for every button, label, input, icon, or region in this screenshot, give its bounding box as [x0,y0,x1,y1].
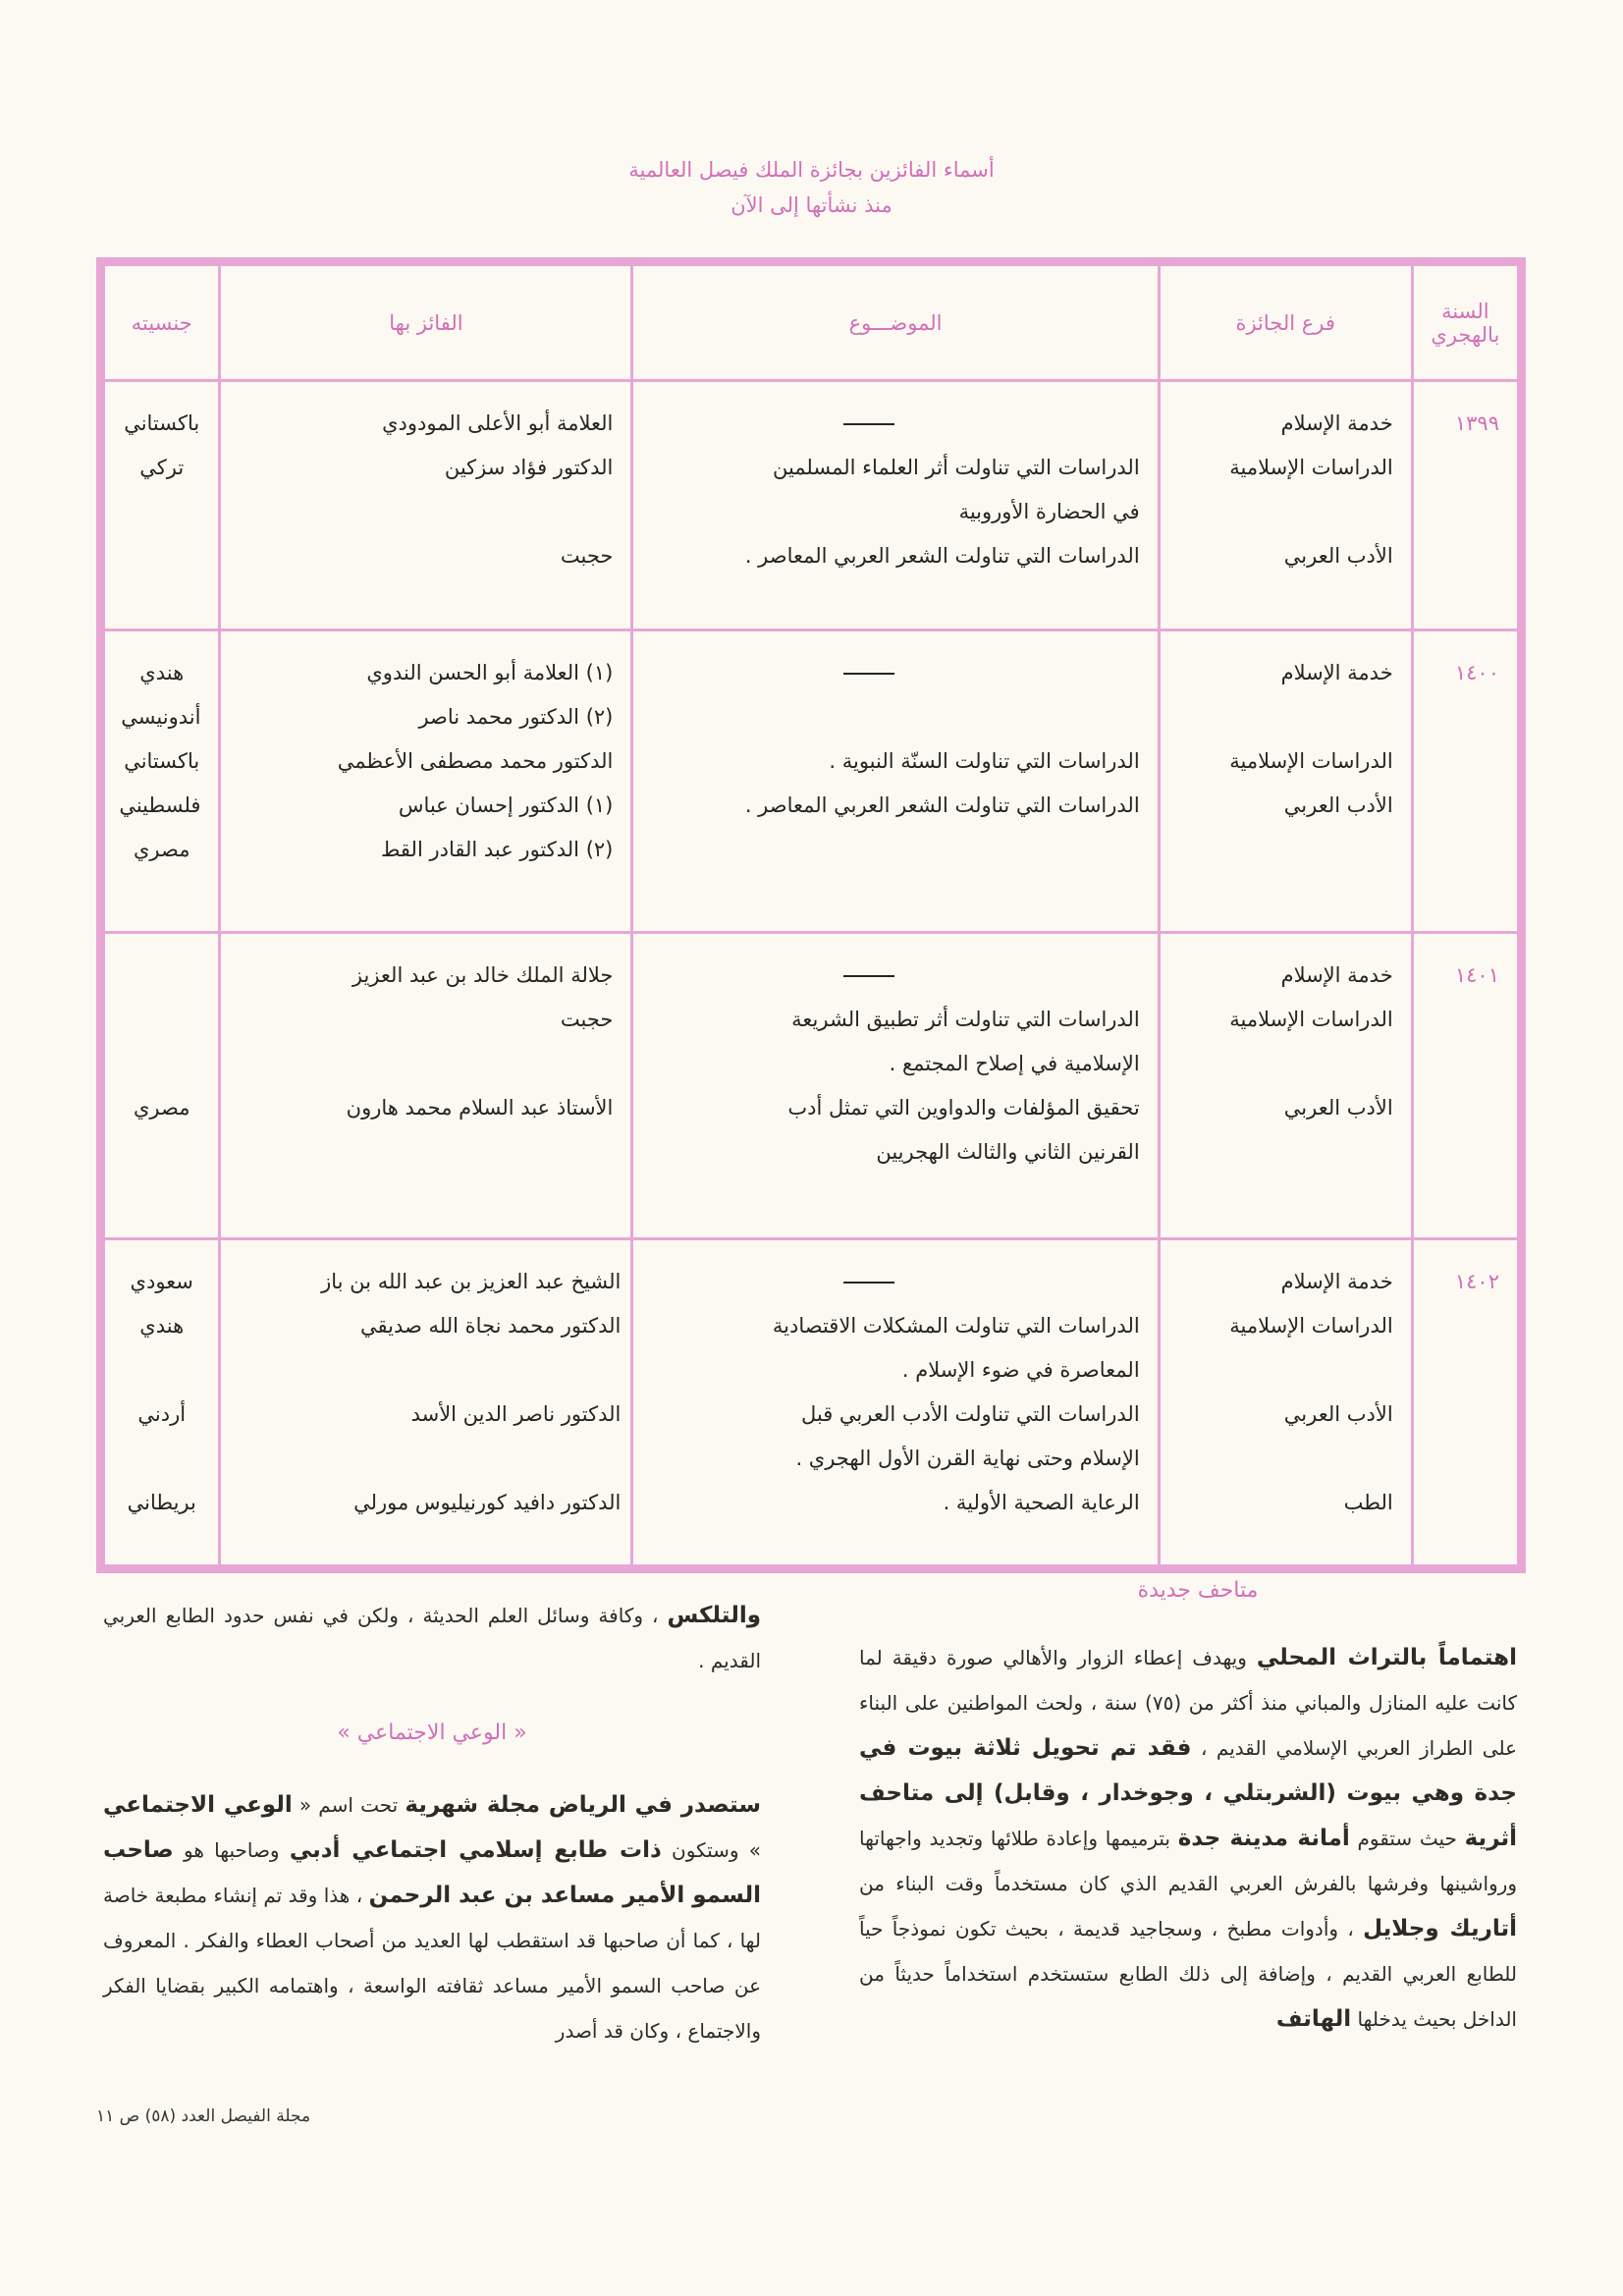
row-subject [632,381,1159,630]
text-run: » وستكون [672,1838,761,1862]
museums-paragraph [859,1635,1517,2042]
subject-line: الدراسات التي تناولت المشكلات الاقتصادية [772,1314,1140,1338]
nationality-line: أردني [137,1402,187,1426]
row-winner [220,1239,632,1569]
nationality-line: مصري [133,1096,190,1120]
subject-line: القرنين الثاني والثالث الهجريين [876,1140,1140,1164]
page-title [0,152,1623,223]
title-line-2: منذ نشأتها إلى الآن [730,193,893,217]
branch-line: الدراسات الإسلامية [1229,749,1393,773]
winner-line [223,1437,621,1481]
row-nationality [101,1239,220,1569]
text-run: ويهدف إعطاء الزوار والأهالي صورة دقيقة لما كانت عليه المنازل والمباني منذ أكثر من (٧٥) سنة ، ولحث المواطنين على البناء على الطراز العربي الإسلامي القديم ، [859,1646,1518,1760]
row-winner [220,381,632,630]
winner-line: حجبت [560,544,614,568]
table-row [101,381,1522,630]
nationality-line: باكستاني [124,411,200,435]
museums-heading: متاحف جديدة [1137,1578,1259,1603]
branch-line [1178,1042,1393,1086]
dash-mark [651,1260,1139,1304]
branch-line: خدمة الإسلام [1280,963,1393,987]
dash-mark [651,402,1139,446]
text-run: بترميمها وإعادة طلائها وتجديد واجهاتها ورواشينها وفرشها بالفرش العربي القديم الذي كان مستخدماً وقت البناء من [859,1827,1517,1895]
header-winner: الفائز بها [220,262,632,381]
subject-line: المعاصرة في ضوء الإسلام . [901,1358,1140,1382]
winner-line: الدكتور فؤاد سزكين [444,456,614,479]
table-row [101,933,1522,1239]
continuation-paragraph [103,1593,761,1683]
branch-line: الدراسات الإسلامية [1229,456,1393,479]
bold-run: أمانة مدينة جدة [1177,1826,1350,1851]
nationality-line: هندي [139,661,185,684]
winner-line: (١) الدكتور إحسان عباس [398,793,614,817]
branch-line: الدراسات الإسلامية [1229,1314,1393,1338]
winner-line: الشيخ عبد العزيز بن عبد الله بن باز [321,1270,622,1293]
winner-line: الأستاذ عبد السلام محمد هارون [346,1096,614,1120]
bold-run: والتلكس [667,1603,762,1628]
winner-line: (٢) الدكتور محمد ناصر [418,705,614,729]
subject-line: الرعاية الصحية الأولية . [943,1491,1140,1514]
subject-line: الدراسات التي تناولت أثر العلماء المسلمين [772,456,1140,479]
winner-line: الدكتور دافيد كورنيليوس مورلي [353,1491,622,1514]
text-run: ، وأدوات مطبخ ، وسجاجيد قديمة ، بحيث تكون نموذجاً حياً للطابع العربي القديم ، وإضافة إلى ذلك الطابع ستستخدم استخداماً حديثاً من الداخل بحيث يدخلها [859,1917,1517,2031]
row-year: ١٤٠٠ [1412,630,1521,933]
nationality-line: مصري [133,838,190,861]
nationality-line [123,954,200,998]
header-nationality: جنسيته [101,262,220,381]
winner-line [223,1348,621,1393]
subject-line: الدراسات التي تناولت أثر تطبيق الشريعة [791,1008,1140,1031]
subject-line: الدراسات التي تناولت السنّة النبوية . [829,749,1140,773]
social-awareness-heading: « الوعي الاجتماعي » [337,1721,527,1745]
nationality-line [123,998,200,1042]
bold-run: ستصدر في الرياض مجلة شهرية [405,1792,761,1818]
branch-line: الطب [1343,1491,1393,1514]
nationality-line [123,1042,200,1086]
row-subject [632,933,1159,1239]
branch-line: خدمة الإسلام [1280,661,1393,684]
row-winner [220,630,632,933]
row-nationality [101,630,220,933]
subject-line: الدراسات التي تناولت الشعر العربي المعاصر . [744,793,1140,817]
bold-run: الهاتف [1275,2006,1352,2032]
bold-run: اهتماماً بالتراث المحلي [1256,1645,1517,1670]
branch-line: الدراسات الإسلامية [1229,1008,1393,1031]
row-nationality [101,933,220,1239]
row-branch [1159,630,1412,933]
branch-line [1178,695,1393,739]
bold-run: فقد تم تحويل ثلاثة بيوت في جدة وهي بيوت (الشربتلي ، وجوخدار ، وقابل) إلى متاحف أثرية [859,1735,1518,1851]
nationality-line: أندونيسي [121,705,201,729]
branch-line [1178,1437,1393,1481]
branch-line: الأدب العربي [1283,1096,1393,1120]
dash-mark [651,954,1139,998]
row-branch [1159,1239,1412,1569]
title-line-1: أسماء الفائزين بجائزة الملك فيصل العالمية [628,158,995,182]
branch-line: خدمة الإسلام [1280,411,1393,435]
text-run: وصاحبها هو [184,1838,280,1862]
winner-line: العلامة أبو الأعلى المودودي [382,411,614,435]
row-subject [632,1239,1159,1569]
subject-line: الدراسات التي تناولت الشعر العربي المعاصر . [744,544,1140,568]
winner-line: الدكتور ناصر الدين الأسد [410,1402,622,1426]
dash-mark [651,651,1139,695]
subject-line: الإسلام وحتى نهاية القرن الأول الهجري . [795,1447,1140,1470]
winner-line: (١) العلامة أبو الحسن الندوي [366,661,614,684]
winner-line [239,1042,613,1086]
nationality-line: فلسطيني [119,793,201,817]
branch-line: الأدب العربي [1283,793,1393,817]
branch-line: خدمة الإسلام [1280,1270,1393,1293]
row-year: ١٤٠٢ [1412,1239,1521,1569]
row-branch [1159,381,1412,630]
blank-line [651,695,1139,739]
winner-line: (٢) الدكتور عبد القادر القط [380,838,614,861]
nationality-line: سعودي [130,1270,193,1293]
header-year: السنة بالهجري [1412,262,1521,381]
branch-line: الأدب العربي [1283,544,1393,568]
nationality-line [123,1437,200,1481]
winner-line: جلالة الملك خالد بن عبد العزيز [352,963,614,987]
bold-run: صاحب السمو الأمير مساعد بن عبد الرحمن [103,1837,762,1908]
winner-line: الدكتور محمد نجاة الله صديقي [360,1314,622,1338]
row-year: ١٣٩٩ [1412,381,1521,630]
branch-line [1178,490,1393,534]
winner-line: حجبت [560,1008,614,1031]
subject-line: الإسلامية في إصلاح المجتمع . [889,1052,1140,1075]
nationality-line: بريطاني [127,1491,196,1514]
subject-line: الدراسات التي تناولت الأدب العربي قبل [800,1402,1140,1426]
bold-run: أتاريك وجلايل [1363,1916,1517,1941]
header-branch: فرع الجائزة [1159,262,1412,381]
row-year: ١٤٠١ [1412,933,1521,1239]
subject-line: في الحضارة الأوروبية [958,500,1140,523]
subject-line: تحقيق المؤلفات والدواوين التي تمثل أدب [787,1096,1140,1120]
bold-run: الوعي الاجتماعي [103,1792,293,1818]
nationality-line: هندي [139,1314,185,1338]
text-run: حيث ستقوم [1357,1827,1457,1850]
row-nationality [101,381,220,630]
branch-line [1178,1348,1393,1393]
row-subject [632,630,1159,933]
nationality-line [123,1348,200,1393]
bold-run: ذات طابع إسلامي اجتماعي أدبي [289,1837,662,1863]
text-run: ، هذا وقد تم إنشاء مطبعة خاصة لها ، كما أن صاحبها قد استقطب لها العديد من أصحاب العطاء والفكر . المعروف عن صاحب السمو الأمير مساعد ثقافته الواسعة ، واهتمامه الكبير بقضايا الفكر والاجتماع ، وكان قد أصدر [103,1884,761,2043]
text-run: تحت اسم « [298,1793,399,1817]
winner-line [239,490,613,534]
social-awareness-paragraph [103,1782,761,2053]
row-branch [1159,933,1412,1239]
nationality-line: تركي [139,456,185,479]
row-winner [220,933,632,1239]
table-header-row [101,262,1522,381]
page-footer: مجلة الفيصل العدد (٥٨) ص ١١ [96,2106,311,2126]
text-run: ، وكافة وسائل العلم الحديثة ، ولكن في نفس حدود الطابع العربي القديم . [103,1604,761,1672]
winners-table [96,257,1526,1573]
branch-line: الأدب العربي [1283,1402,1393,1426]
table-row [101,630,1522,933]
nationality-line: باكستاني [124,749,200,773]
winner-line: الدكتور محمد مصطفى الأعظمي [337,749,614,773]
header-subject: الموضـــوع [632,262,1159,381]
table-row [101,1239,1522,1569]
